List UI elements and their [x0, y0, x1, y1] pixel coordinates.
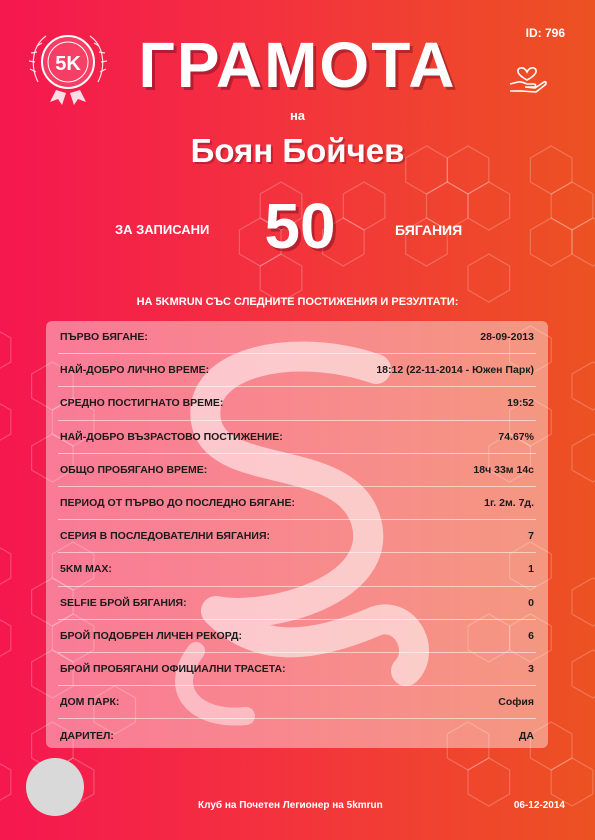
stat-label: СЕРИЯ В ПОСЛЕДОВАТЕЛНИ БЯГАНИЯ: — [60, 530, 270, 543]
stats-row — [58, 454, 536, 487]
stats-list — [46, 321, 548, 748]
stat-label: СРЕДНО ПОСТИГНАТО ВРЕМЕ: — [60, 397, 224, 410]
hexagon-shape — [572, 578, 595, 626]
hexagon-shape — [0, 758, 11, 806]
stat-label: ПЪРВО БЯГАНЕ: — [60, 331, 148, 344]
hexagon-shape — [0, 398, 11, 446]
hexagon-shape — [551, 758, 593, 806]
achievements-intro: НА 5KMRUN СЪС СЛЕДНИТЕ ПОСТИЖЕНИЯ И РЕЗУЛТАТИ: — [136, 296, 459, 308]
hexagon-shape — [0, 542, 11, 590]
stat-value: 18ч 33м 14с — [473, 463, 534, 476]
stat-label: ДОМ ПАРК: — [60, 696, 120, 709]
avatar — [26, 758, 84, 816]
stats-row — [58, 587, 536, 620]
hexagon-shape — [530, 218, 572, 266]
stats-row — [58, 321, 536, 354]
recipient-name: Боян Бойчев — [190, 132, 405, 169]
stats-row — [58, 686, 536, 719]
stat-value: 0 — [528, 596, 534, 609]
stat-label: ОБЩО ПРОБЯГАНО ВРЕМЕ: — [60, 463, 208, 476]
stats-row — [58, 620, 536, 653]
stat-label: БРОЙ ПОДОБРЕН ЛИЧЕН РЕКОРД: — [60, 629, 243, 642]
stats-row — [58, 719, 536, 748]
runs-count: 50 — [264, 190, 336, 262]
logo-text: 5K — [55, 53, 81, 75]
certificate-title: ГРАМОТА — [138, 29, 457, 101]
stat-value: 3 — [528, 662, 534, 675]
stat-value: ДА — [518, 729, 534, 742]
stat-label: ПЕРИОД ОТ ПЪРВО ДО ПОСЛЕДНО БЯГАНЕ: — [60, 497, 296, 510]
footer-date: 06-12-2014 — [513, 800, 565, 811]
stat-label: НАЙ-ДОБРО ВЪЗРАСТОВО ПОСТИЖЕНИЕ: — [60, 430, 283, 443]
stats-row — [58, 653, 536, 686]
hexagon-shape — [572, 434, 595, 482]
stat-value: 1г. 2м. 7д. — [484, 497, 534, 510]
stat-label: 5KM MAX: — [60, 563, 112, 576]
stats-row — [58, 354, 536, 387]
hexagon-shape — [572, 362, 595, 410]
stat-label: НАЙ-ДОБРО ЛИЧНО ВРЕМЕ: — [60, 364, 210, 377]
stats-row — [58, 387, 536, 420]
stat-value: 74.67% — [498, 430, 534, 443]
stat-value: София — [498, 696, 534, 709]
stats-row — [58, 487, 536, 520]
stat-label: БРОЙ ПРОБЯГАНИ ОФИЦИАЛНИ ТРАСЕТА: — [60, 662, 286, 675]
stats-panel — [46, 321, 548, 748]
stats-row — [58, 421, 536, 454]
stat-value: 19:52 — [507, 397, 534, 410]
hexagon-shape — [551, 182, 593, 230]
stat-value: 18:12 (22-11-2014 - Южен Парк) — [376, 364, 534, 377]
hexagon-shape — [0, 614, 11, 662]
footer-club-text: Клуб на Почетен Легионер на 5kmrun — [198, 800, 383, 811]
stats-row — [58, 553, 536, 586]
stat-value: 7 — [528, 530, 534, 543]
hexagon-shape — [572, 650, 595, 698]
preposition-label: на — [289, 108, 306, 123]
for-recorded-label: ЗА ЗАПИСАНИ — [115, 222, 210, 237]
hexagon-shape — [572, 218, 595, 266]
stat-value: 6 — [528, 629, 534, 642]
certificate-id: ID: 796 — [525, 26, 565, 40]
hexagon-shape — [468, 254, 510, 302]
stat-label: ДАРИТЕЛ: — [60, 729, 114, 742]
hexagon-shape — [468, 758, 510, 806]
hexagon-shape — [468, 182, 510, 230]
stats-row — [58, 520, 536, 553]
stat-value: 1 — [528, 563, 534, 576]
stat-label: SELFIE БРОЙ БЯГАНИЯ: — [60, 596, 187, 609]
runs-word-label: БЯГАНИЯ — [395, 222, 463, 238]
stat-value: 28-09-2013 — [480, 331, 534, 344]
hexagon-shape — [0, 326, 11, 374]
